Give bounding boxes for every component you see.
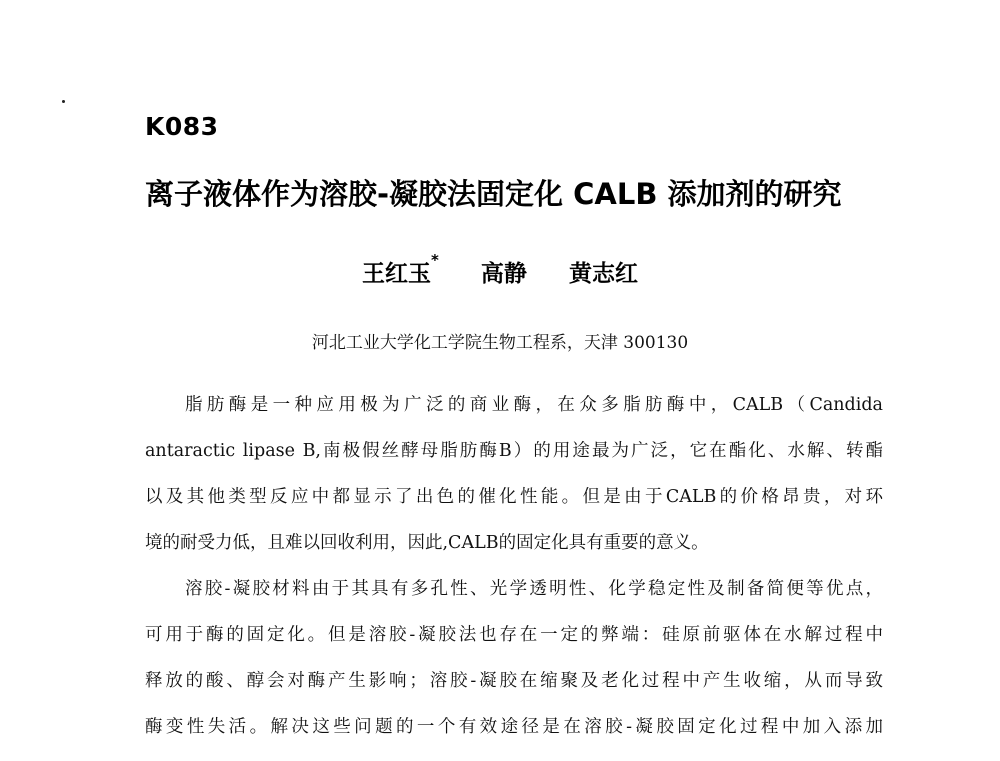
paragraph-line: 释放的酸、醇会对酶产生影响；溶胶-凝胶在缩聚及老化过程中产生收缩，从而导致 (145, 671, 883, 691)
paragraph-line: 溶胶-凝胶材料由于其具有多孔性、光学透明性、化学稳定性及制备简便等优点， (185, 579, 883, 599)
author-list (0, 251, 1000, 288)
paragraph-line: 可用于酶的固定化。但是溶胶-凝胶法也存在一定的弊端：硅原前驱体在水解过程中 (145, 625, 883, 645)
paper-code: K083 (145, 112, 219, 141)
author-3: 黄志红 (568, 261, 638, 287)
paragraph-line: 酶变性失活。解决这些问题的一个有效途径是在溶胶-凝胶固定化过程中加入添加 (145, 717, 883, 737)
scan-speck (62, 100, 65, 103)
affiliation: 河北工业大学化工学院生物工程系，天津 300130 (311, 333, 689, 353)
corresponding-author-mark: * (431, 251, 439, 269)
author-name: 王红玉 (362, 261, 432, 287)
paper-title: 离子液体作为溶胶-凝胶法固定化 CALB 添加剂的研究 (145, 177, 842, 211)
author-2: 高静 (480, 261, 527, 287)
paragraph-line: 脂肪酶是一种应用极为广泛的商业酶，在众多脂肪酶中，CALB（Candida (185, 395, 883, 415)
paragraph-line: 境的耐受力低，且难以回收利用，因此,CALB的固定化具有重要的意义。 (145, 533, 709, 553)
paragraph-line: antaractic lipase B,南极假丝酵母脂肪酶B）的用途最为广泛，它在酯化、水解、转酯 (145, 441, 883, 461)
paragraph-line: 以及其他类型反应中都显示了出色的催化性能。但是由于CALB的价格昂贵，对环 (145, 487, 883, 507)
author-1 (362, 251, 439, 288)
